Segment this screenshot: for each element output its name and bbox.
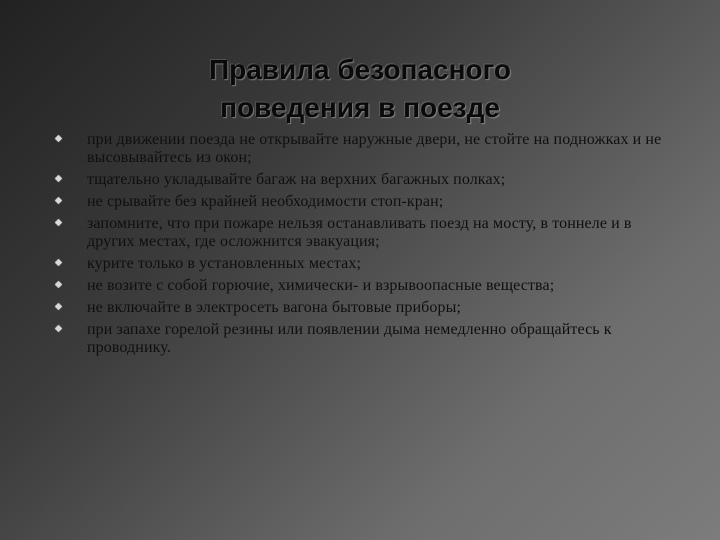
bullet-text: не срывайте без крайней необходимости стоп-кран; — [87, 193, 444, 210]
bullet-icon — [55, 259, 62, 266]
bullet-item-doors — [56, 131, 676, 167]
bullet-item-emergency-brake — [56, 193, 676, 211]
bullet-text: при запахе горелой резины или появлении дыма немедленно обращайтесь к проводнику. — [87, 321, 612, 356]
slide-title-line-1: Правила безопасного — [208, 53, 512, 85]
bullet-icon — [55, 175, 62, 182]
slide-title-line-2: поведения в поезде — [220, 91, 500, 123]
bullet-item-smoking — [56, 255, 676, 273]
bullet-icon — [55, 197, 62, 204]
bullet-icon — [55, 281, 62, 288]
bullet-item-appliances — [56, 299, 676, 317]
bullet-icon — [55, 135, 62, 142]
bullet-icon — [55, 303, 62, 310]
bullet-icon — [55, 219, 62, 226]
bullet-text: при движении поезда не открывайте наружные двери, не стойте на подножках и не высовывайтесь из окон; — [87, 131, 662, 166]
bullet-item-luggage — [56, 171, 676, 189]
bullet-icon — [55, 325, 62, 332]
bullet-text: не включайте в электросеть вагона бытовые приборы; — [87, 299, 461, 316]
bullet-item-fire — [56, 215, 676, 251]
bullet-text: не возите с собой горючие, химически- и взрывоопасные вещества; — [87, 277, 555, 294]
bullet-text: курите только в установленных местах; — [87, 255, 361, 272]
bullet-text: запомните, что при пожаре нельзя останавливать поезд на мосту, в тоннеле и в других местах, где осложнится эвакуация; — [87, 215, 632, 250]
bullet-list — [56, 131, 676, 361]
bullet-text: тщательно укладывайте багаж на верхних багажных полках; — [87, 171, 506, 188]
bullet-item-smoke — [56, 321, 676, 357]
bullet-item-hazardous — [56, 277, 676, 295]
slide-title — [0, 51, 720, 127]
